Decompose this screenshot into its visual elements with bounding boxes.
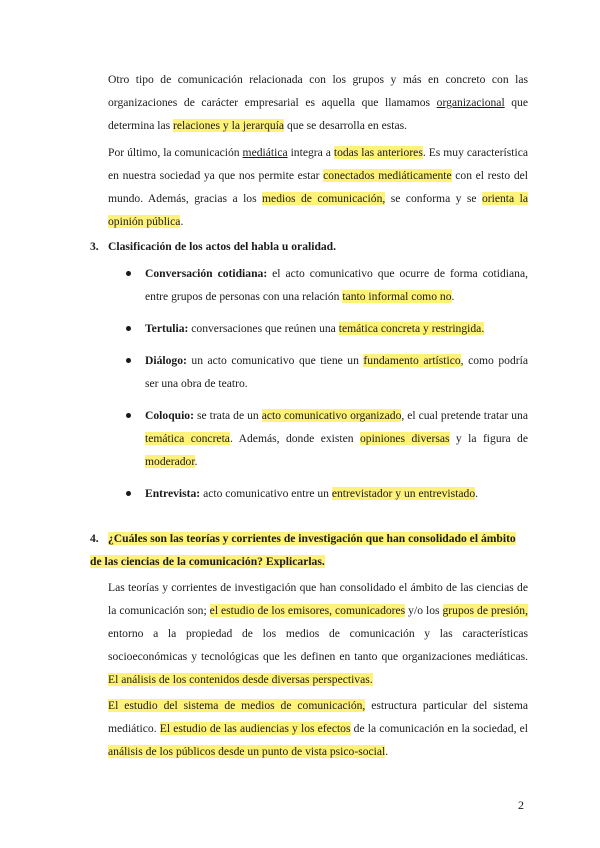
text-span: . Es muy característica en nuestra sociedad ya que nos permite estar: [108, 146, 528, 182]
list-item-term: Diálogo:: [145, 354, 187, 367]
bullet-icon: [126, 491, 131, 496]
list-item: [126, 482, 528, 505]
highlighted-text: temática concreta: [145, 432, 230, 445]
text-span: Las teorías y corrientes de investigación que han consolidado el ámbito de las ciencias de la comunicación son;: [108, 581, 528, 617]
highlighted-text: El análisis de los contenidos desde diversas perspectivas.: [108, 673, 373, 686]
text-span: y la figura de: [449, 432, 528, 445]
text-span: , el cual pretende tratar una: [401, 409, 528, 422]
section-title: Clasificación de los actos del habla u oralidad.: [108, 240, 337, 253]
list-item-term: Tertulia:: [145, 322, 189, 335]
highlighted-text: temática concreta y restringida.: [338, 322, 485, 335]
highlighted-text: entrevistador y un entrevistado: [331, 487, 476, 500]
bullet-icon: [126, 326, 131, 331]
paragraph-organizational-communication: [108, 68, 528, 137]
highlighted-text: El estudio del sistema de medios de comunicación,: [108, 699, 366, 712]
list-item: [126, 404, 528, 473]
highlighted-text: opiniones diversas: [359, 432, 450, 445]
text-span: estructura particular del sistema mediático.: [108, 699, 528, 735]
bullet-icon: [126, 358, 131, 363]
highlighted-text: tanto informal como no: [342, 290, 452, 303]
section-number: 4.: [90, 532, 99, 545]
highlighted-text: orienta la opinión pública: [108, 192, 528, 228]
section-number: 3.: [90, 240, 99, 253]
text-span: se trata de un: [193, 409, 262, 422]
highlighted-text: todas las anteriores: [333, 146, 423, 159]
section-heading-4: [90, 527, 528, 573]
text-span: .: [451, 290, 455, 303]
text-span: .: [385, 745, 389, 758]
text-span: y/o los: [405, 604, 443, 617]
page-number: 2: [518, 798, 524, 812]
highlighted-text: el estudio de los emisores, comunicadores: [209, 604, 406, 617]
section-title: ¿Cuáles son las teorías y corrientes de investigación que han consolidado el ámbito de las ciencias de la comunicación? Explicarlas.: [90, 532, 516, 568]
text-span: .: [180, 215, 184, 228]
list-item-term: Conversación cotidiana:: [145, 267, 268, 280]
text-span: de la comunicación en la sociedad, el: [350, 722, 528, 735]
text-span: con el resto del mundo. Además, gracias a los: [108, 169, 528, 205]
list-item-term: Coloquio:: [145, 409, 194, 422]
text-span: que se desarrolla en estas.: [284, 119, 408, 132]
underlined-term: organizacional: [436, 96, 505, 109]
text-span: . Además, donde existen: [229, 432, 360, 445]
paragraph-theories: [108, 576, 528, 691]
text-span: conversaciones que reúnen una: [188, 322, 339, 335]
list-item: [126, 317, 528, 340]
text-span: .: [475, 487, 479, 500]
text-span: Otro tipo de comunicación relacionada con los grupos y más en concreto con las organizaciones de carácter empresarial es aquella que llamamos: [108, 73, 528, 109]
highlighted-text: relaciones y la jerarquía: [173, 119, 285, 132]
highlighted-text: fundamento artístico: [363, 354, 461, 367]
text-span: un acto comunicativo que tiene un: [186, 354, 364, 367]
text-span: Por último, la comunicación: [108, 146, 243, 159]
list-item: [126, 262, 528, 308]
text-span: , como podría ser una obra de teatro.: [145, 354, 528, 390]
list-item-term: Entrevista:: [145, 487, 201, 500]
bullet-icon: [126, 413, 131, 418]
highlighted-text: medios de comunicación,: [262, 192, 386, 205]
bullet-icon: [126, 271, 131, 276]
text-span: acto comunicativo entre un: [200, 487, 332, 500]
highlighted-text: grupos de presión,: [442, 604, 528, 617]
highlighted-text: El estudio de las audiencias y los efectos: [159, 722, 351, 735]
text-span: entorno a la propiedad de los medios de comunicación y las características socioeconómicas y tecnológicas que les definen en tanto que organizaciones mediáticas.: [108, 627, 528, 663]
highlighted-text: análisis de los públicos desde un punto de vista psico-social: [108, 745, 386, 758]
text-span: el acto comunicativo que ocurre de forma cotidiana, entre grupos de personas con una relación: [145, 267, 528, 303]
speech-acts-list: [126, 262, 528, 514]
highlighted-text: acto comunicativo organizado: [261, 409, 402, 422]
text-span: integra a: [287, 146, 334, 159]
highlighted-text: conectados mediáticamente: [323, 169, 452, 182]
underlined-term: mediática: [242, 146, 288, 159]
section-heading-3: [90, 235, 528, 258]
text-span: que determina las: [108, 96, 528, 132]
text-span: .: [194, 455, 198, 468]
text-span: se conforma y se: [385, 192, 482, 205]
list-item: [126, 349, 528, 395]
paragraph-media-system: [108, 694, 528, 763]
highlighted-text: moderador: [145, 455, 195, 468]
paragraph-media-communication: [108, 141, 528, 233]
